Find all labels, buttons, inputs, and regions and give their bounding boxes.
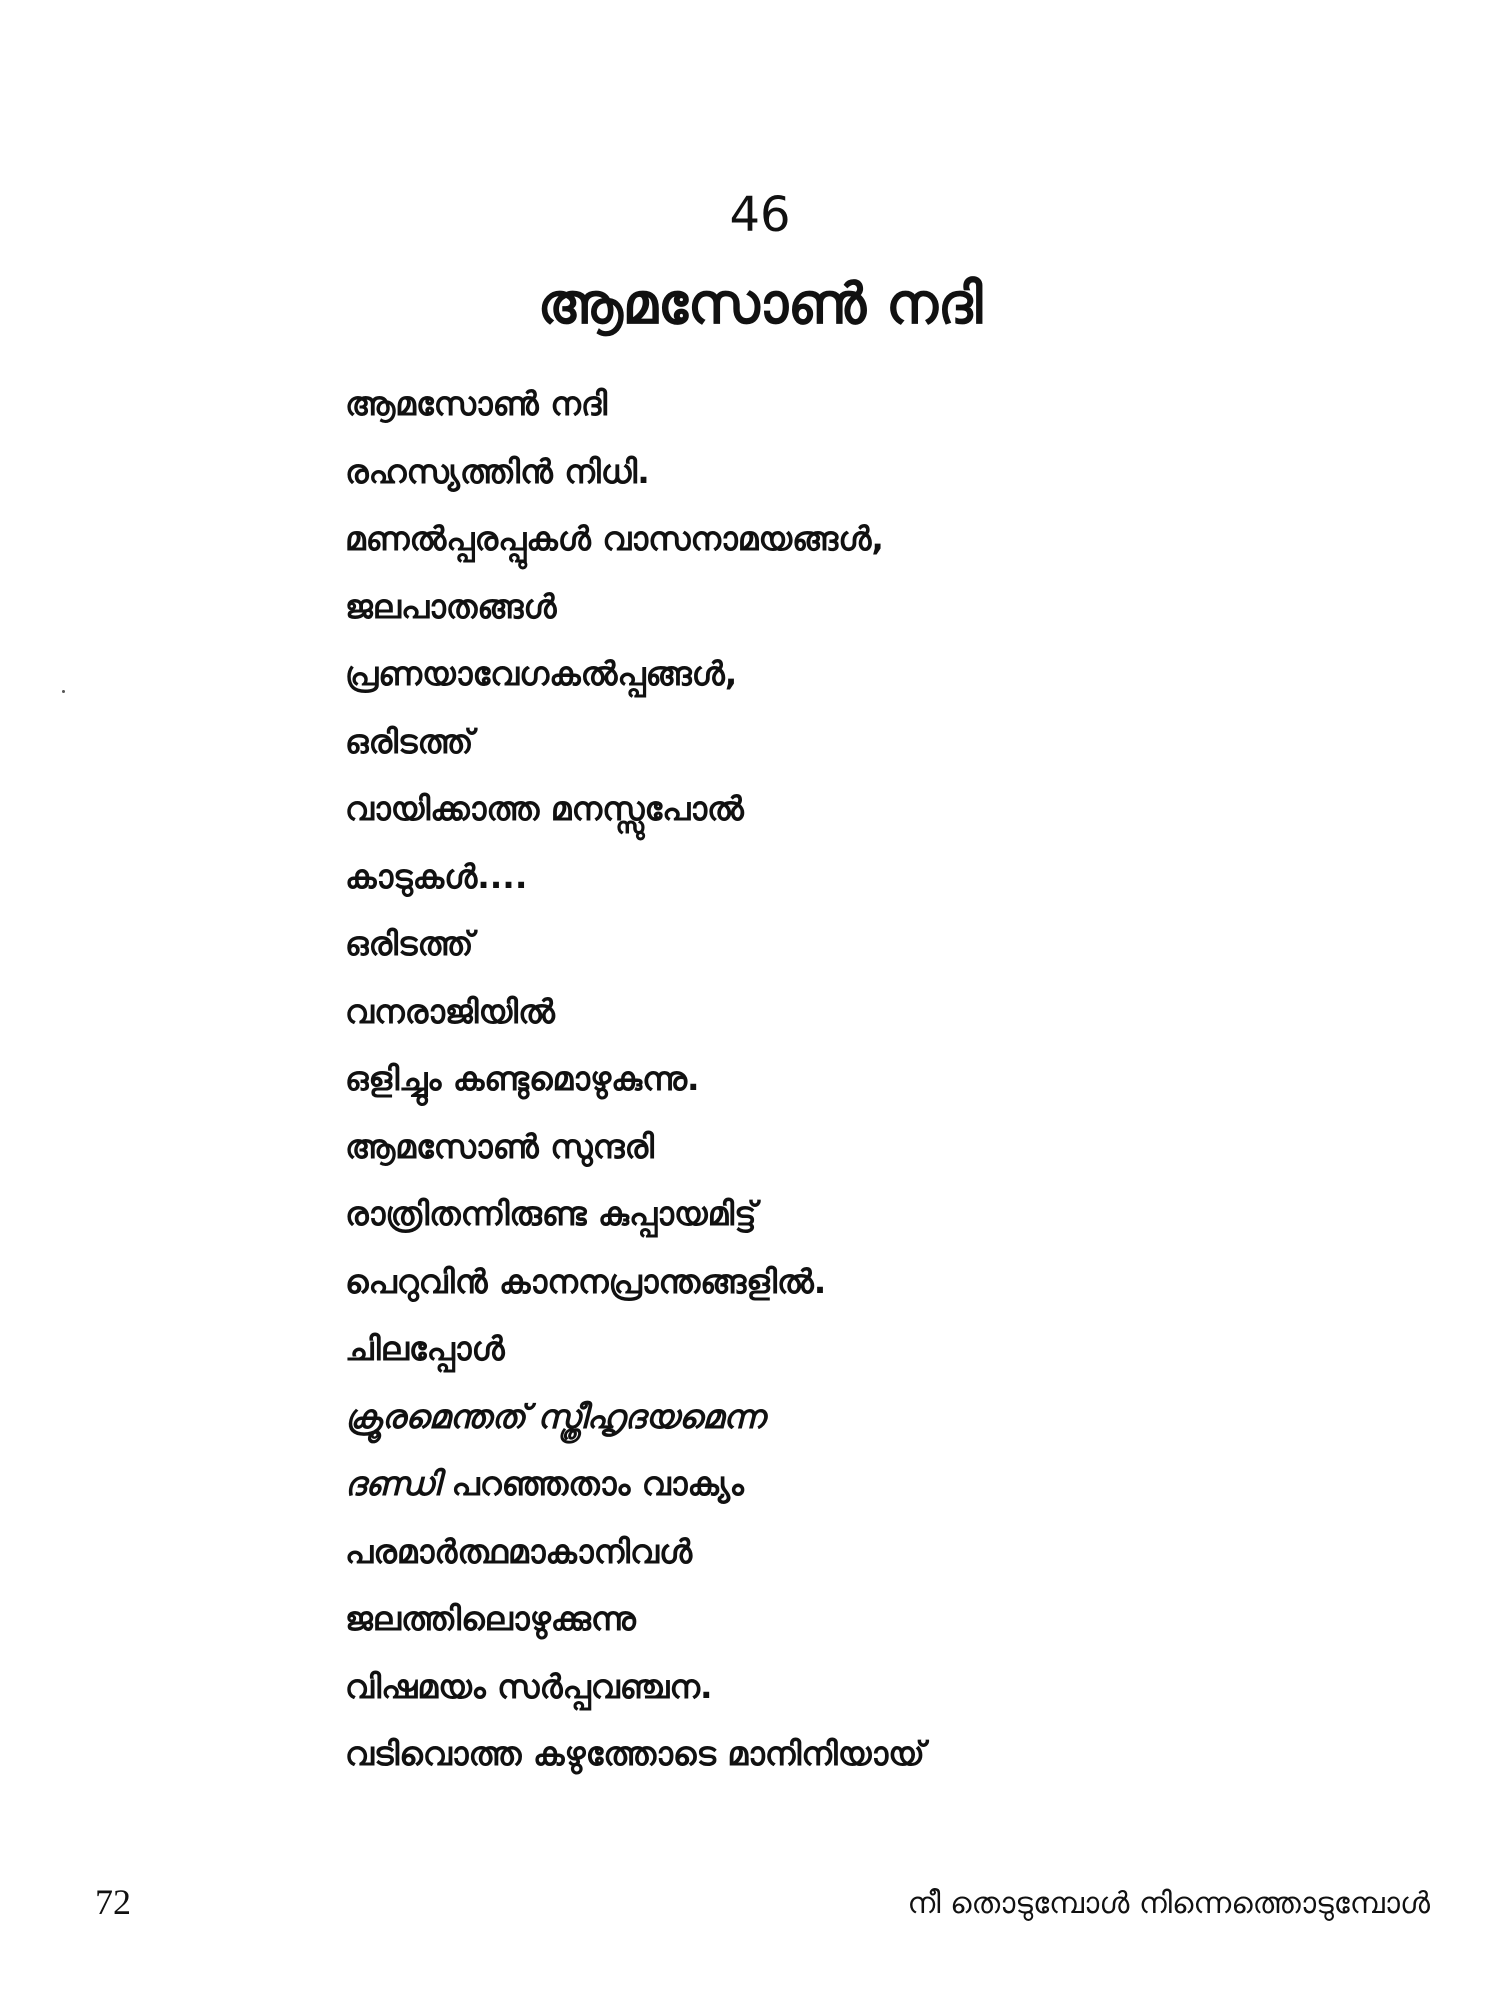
italic-phrase: ക്രൂരമെന്തത് സ്ത്രീഹൃദയമെന്ന <box>345 1396 765 1436</box>
italic-phrase: ദണ്ഡി <box>345 1464 441 1503</box>
poem-line: പെറുവിൻ കാനനപ്രാന്തങ്ങളിൽ. <box>345 1261 827 1301</box>
poem-line: ആമസോൺ സുന്ദരി <box>345 1126 654 1166</box>
poem-line: വിഷമയം സർപ്പവഞ്ചന. <box>345 1666 713 1706</box>
poem-number: 46 <box>729 187 791 243</box>
poem-line: ഒരിടത്ത് <box>345 924 474 963</box>
page-number: 72 <box>95 1882 131 1922</box>
poem-line: പരമാർത്ഥമാകാനിവൾ <box>345 1531 693 1571</box>
poem-line: ആമസോൺ നദി <box>345 384 608 423</box>
poem-line: ഒളിച്ചും കണ്ടുമൊഴുകുന്നു. <box>345 1059 700 1098</box>
poem-line: ജലപാതങ്ങൾ <box>345 586 557 626</box>
scan-speck <box>62 690 65 693</box>
poem-line: വനരാജിയിൽ <box>345 991 555 1031</box>
poem-line: ജലത്തിലൊഴുക്കുന്നു <box>345 1599 636 1638</box>
running-footer-book-title: നീ തൊടുമ്പോൾ നിന്നെത്തൊടുമ്പോൾ <box>907 1886 1430 1921</box>
line-rest: പറഞ്ഞതാം വാക്യം <box>440 1464 744 1503</box>
poem-line: രാത്രിതന്നിരുണ്ട കുപ്പായമിട്ട് <box>345 1194 757 1233</box>
poem-line: ഒരിടത്ത് <box>345 721 474 761</box>
poem-line-italic <box>345 1450 1445 1518</box>
poem-line: വടിവൊത്ത കഴുത്തോടെ മാനിനിയായ് <box>345 1734 925 1773</box>
poem-line: മണൽപ്പരപ്പുകൾ വാസനാമയങ്ങൾ, <box>345 519 884 558</box>
poem-line: കാടുകൾ.... <box>345 856 528 896</box>
poem-line-italic <box>345 1383 1445 1451</box>
poem-title: ആമസോൺ നദി <box>537 272 983 337</box>
poem-line: പ്രണയാവേഗകൽപ്പങ്ങൾ, <box>345 654 738 693</box>
poem-line: രഹസ്യത്തിൻ നിധി. <box>345 451 650 491</box>
poem-body <box>345 370 1445 1788</box>
poem-line: വായിക്കാത്ത മനസ്സുപോൽ <box>345 789 744 828</box>
poem-line: ചിലപ്പോൾ <box>345 1329 505 1368</box>
